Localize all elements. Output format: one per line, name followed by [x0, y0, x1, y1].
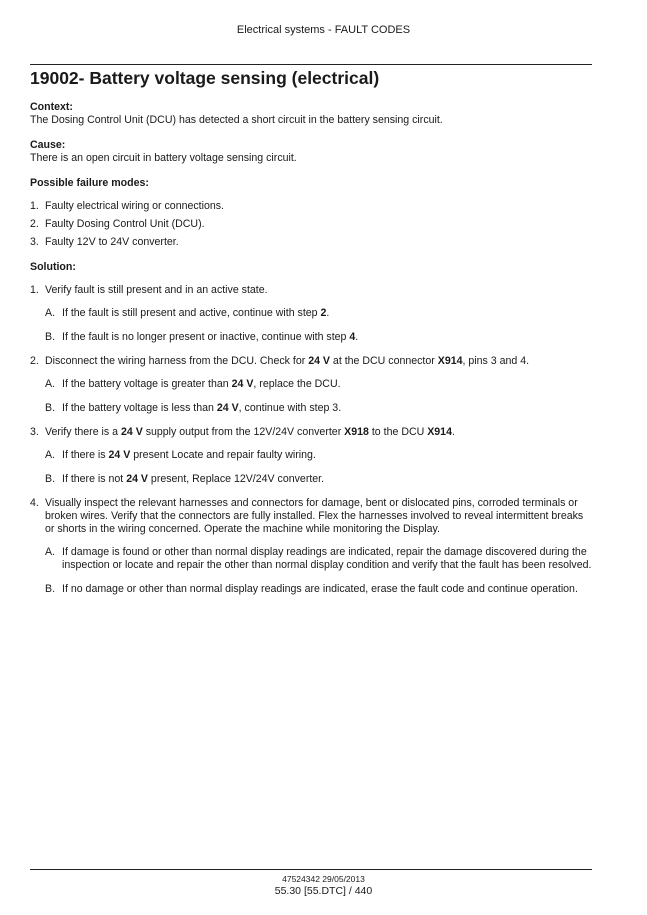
substep-text: If the battery voltage is less than 24 V, continue with step 3. — [62, 402, 342, 414]
step-substeps — [45, 378, 592, 415]
substep-letter: B. — [45, 402, 56, 414]
solution-step — [30, 497, 592, 596]
substep-letter: A. — [45, 546, 56, 558]
header-rule — [30, 64, 592, 65]
substep-text: If no damage or other than normal display readings are indicated, erase the fault code and continue operation. — [62, 583, 578, 595]
footer-page-number: 55.30 [55.DTC] / 440 — [274, 885, 373, 897]
cause-text: There is an open circuit in battery voltage sensing circuit. — [30, 152, 297, 164]
failure-mode-item — [30, 200, 592, 213]
failure-modes-label: Possible failure modes: — [30, 177, 149, 189]
step-text: Disconnect the wiring harness from the DCU. Check for 24 V at the DCU connector X914, pins 3 and 4. — [45, 355, 530, 367]
step-text: Verify fault is still present and in an active state. — [45, 284, 268, 296]
solution-step — [30, 355, 592, 415]
page-title: 19002- Battery voltage sensing (electrical) — [30, 68, 380, 88]
substep-text: If there is not 24 V present, Replace 12V/24V converter. — [62, 473, 325, 485]
substep-letter: B. — [45, 583, 56, 595]
substep-letter: A. — [45, 307, 56, 319]
footer-rule — [30, 869, 592, 870]
failure-mode-number: 3. — [30, 236, 39, 248]
failure-mode-text: Faulty 12V to 24V converter. — [45, 236, 179, 248]
substep-letter: A. — [45, 449, 56, 461]
substep-item — [45, 546, 592, 572]
solution-step — [30, 284, 592, 344]
failure-mode-text: Faulty electrical wiring or connections. — [45, 200, 224, 212]
failure-mode-item — [30, 236, 592, 249]
solution-steps — [30, 284, 592, 596]
substep-item — [45, 331, 592, 344]
failure-modes-list — [30, 200, 592, 249]
context-section — [30, 101, 592, 127]
substep-item — [45, 473, 592, 486]
step-number: 3. — [30, 426, 39, 438]
step-substeps — [45, 449, 592, 486]
cause-section — [30, 139, 592, 165]
page-header: Electrical systems - FAULT CODES — [236, 24, 411, 36]
step-number: 2. — [30, 355, 39, 367]
step-number: 1. — [30, 284, 39, 296]
failure-mode-text: Faulty Dosing Control Unit (DCU). — [45, 218, 205, 230]
step-substeps — [45, 307, 592, 344]
cause-label: Cause: — [30, 139, 66, 151]
failure-mode-item — [30, 218, 592, 231]
step-substeps — [45, 546, 592, 596]
context-label: Context: — [30, 101, 73, 113]
substep-letter: B. — [45, 331, 56, 343]
substep-letter: B. — [45, 473, 56, 485]
solution-step — [30, 426, 592, 486]
substep-item — [45, 583, 592, 596]
substep-letter: A. — [45, 378, 56, 390]
document-body — [30, 101, 592, 607]
substep-item — [45, 402, 592, 415]
solution-label: Solution: — [30, 261, 76, 273]
context-text: The Dosing Control Unit (DCU) has detected a short circuit in the battery sensing circuit. — [30, 114, 443, 126]
substep-text: If there is 24 V present Locate and repair faulty wiring. — [62, 449, 316, 461]
substep-item — [45, 378, 592, 391]
substep-text: If the fault is no longer present or inactive, continue with step 4. — [62, 331, 359, 343]
substep-text: If the battery voltage is greater than 24 V, replace the DCU. — [62, 378, 341, 390]
footer-doc-id: 47524342 29/05/2013 — [282, 874, 365, 884]
substep-text: If the fault is still present and active, continue with step 2. — [62, 307, 330, 319]
substep-item — [45, 449, 592, 462]
step-text: Visually inspect the relevant harnesses and connectors for damage, bent or dislocated pins, corroded terminals or broken wires. Verify that the connectors are fully installed. Flex the harnesses involved to reveal intermittent breaks or shorts in the wiring concerned. Operate the machine while monitoring the Display. — [45, 497, 584, 535]
substep-item — [45, 307, 592, 320]
failure-mode-number: 2. — [30, 218, 39, 230]
step-number: 4. — [30, 497, 39, 509]
step-text: Verify there is a 24 V supply output from the 12V/24V converter X918 to the DCU X914. — [45, 426, 455, 438]
substep-text: If damage is found or other than normal display readings are indicated, repair the damage discovered during the inspection or locate and repair the other than normal display condition and verify that the fault has been resolved. — [62, 546, 592, 571]
failure-mode-number: 1. — [30, 200, 39, 212]
